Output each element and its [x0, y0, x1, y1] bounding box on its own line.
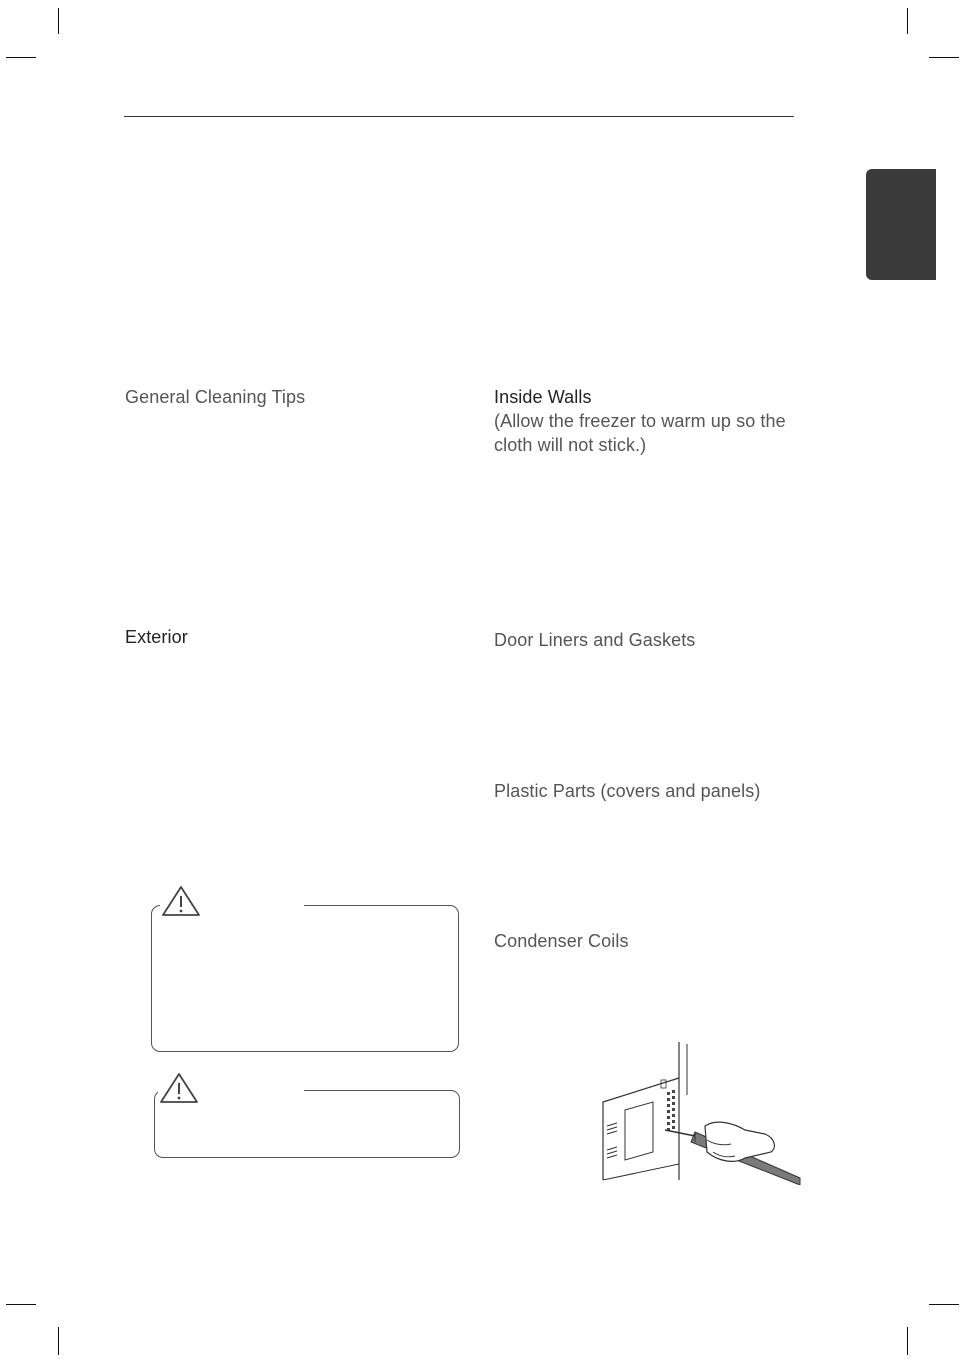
heading-exterior: Exterior — [125, 627, 188, 647]
section-tab — [866, 169, 936, 280]
crop-mark — [6, 57, 36, 58]
crop-mark — [907, 8, 908, 34]
crop-mark — [6, 1304, 36, 1305]
warning-triangle-icon — [158, 1071, 304, 1105]
crop-mark — [58, 1327, 59, 1355]
heading-condenser-coils: Condenser Coils — [494, 931, 629, 951]
header-rule — [124, 116, 794, 117]
heading-door-liners-gaskets: Door Liners and Gaskets — [494, 630, 696, 650]
crop-mark — [907, 1327, 908, 1355]
inside-walls-note-line-1: (Allow the freezer to warm up so the — [494, 411, 786, 431]
condenser-coil-illustration — [595, 1040, 805, 1185]
crop-mark — [929, 1304, 959, 1305]
heading-plastic-parts: Plastic Parts (covers and panels) — [494, 781, 761, 801]
heading-general-cleaning-tips: General Cleaning Tips — [125, 387, 306, 407]
crop-mark — [58, 8, 59, 34]
inside-walls-note-line-2: cloth will not stick.) — [494, 435, 647, 455]
warning-triangle-icon — [160, 884, 304, 920]
warning-box — [151, 905, 459, 1052]
heading-inside-walls: Inside Walls — [494, 387, 592, 407]
crop-mark — [929, 57, 959, 58]
